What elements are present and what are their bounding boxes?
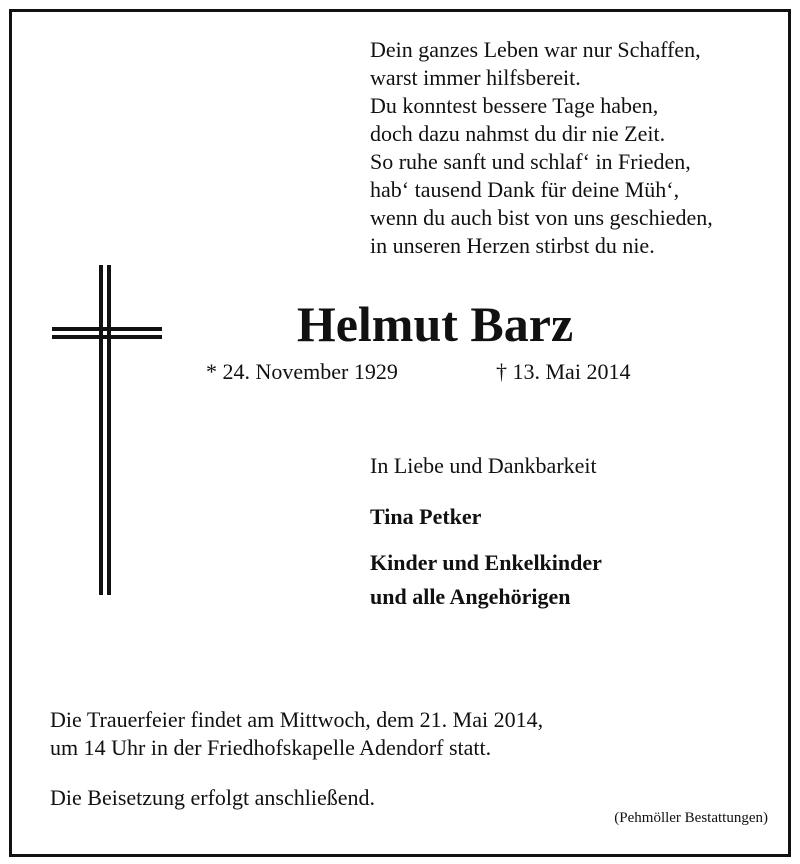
poem-line: warst immer hilfsbereit. — [370, 65, 581, 90]
poem — [370, 36, 780, 260]
service-line: um 14 Uhr in der Friedhofskapelle Adendorf statt. — [50, 735, 492, 760]
birth-date: * 24. November 1929 — [206, 359, 398, 384]
death-date: † 13. Mai 2014 — [496, 359, 631, 384]
poem-line: wenn du auch bist von uns geschieden, — [370, 205, 713, 230]
funeral-service-info — [50, 706, 543, 762]
service-line: Die Trauerfeier findet am Mittwoch, dem 21. Mai 2014, — [50, 707, 544, 732]
poem-line: doch dazu nahmst du dir nie Zeit. — [370, 121, 666, 146]
poem-line: Du konntest bessere Tage haben, — [370, 93, 659, 118]
undertaker-credit: (Pehmöller Bestattungen) — [614, 810, 768, 826]
signer: Tina Petker — [370, 504, 482, 529]
poem-line: Dein ganzes Leben war nur Schaffen, — [370, 37, 701, 62]
poem-line: in unseren Herzen stirbst du nie. — [370, 233, 655, 258]
signer: Kinder und Enkelkinder — [370, 550, 602, 575]
closing-phrase: In Liebe und Dankbarkeit — [370, 453, 597, 478]
burial-info: Die Beisetzung erfolgt anschließend. — [50, 785, 376, 810]
signer: und alle Angehörigen — [370, 584, 571, 609]
poem-line: hab‘ tausend Dank für deine Müh‘, — [370, 177, 680, 202]
life-dates — [206, 358, 676, 386]
cross-icon — [52, 265, 162, 595]
deceased-name: Helmut Barz — [296, 296, 574, 352]
poem-line: So ruhe sanft und schlaf‘ in Frieden, — [370, 149, 691, 174]
